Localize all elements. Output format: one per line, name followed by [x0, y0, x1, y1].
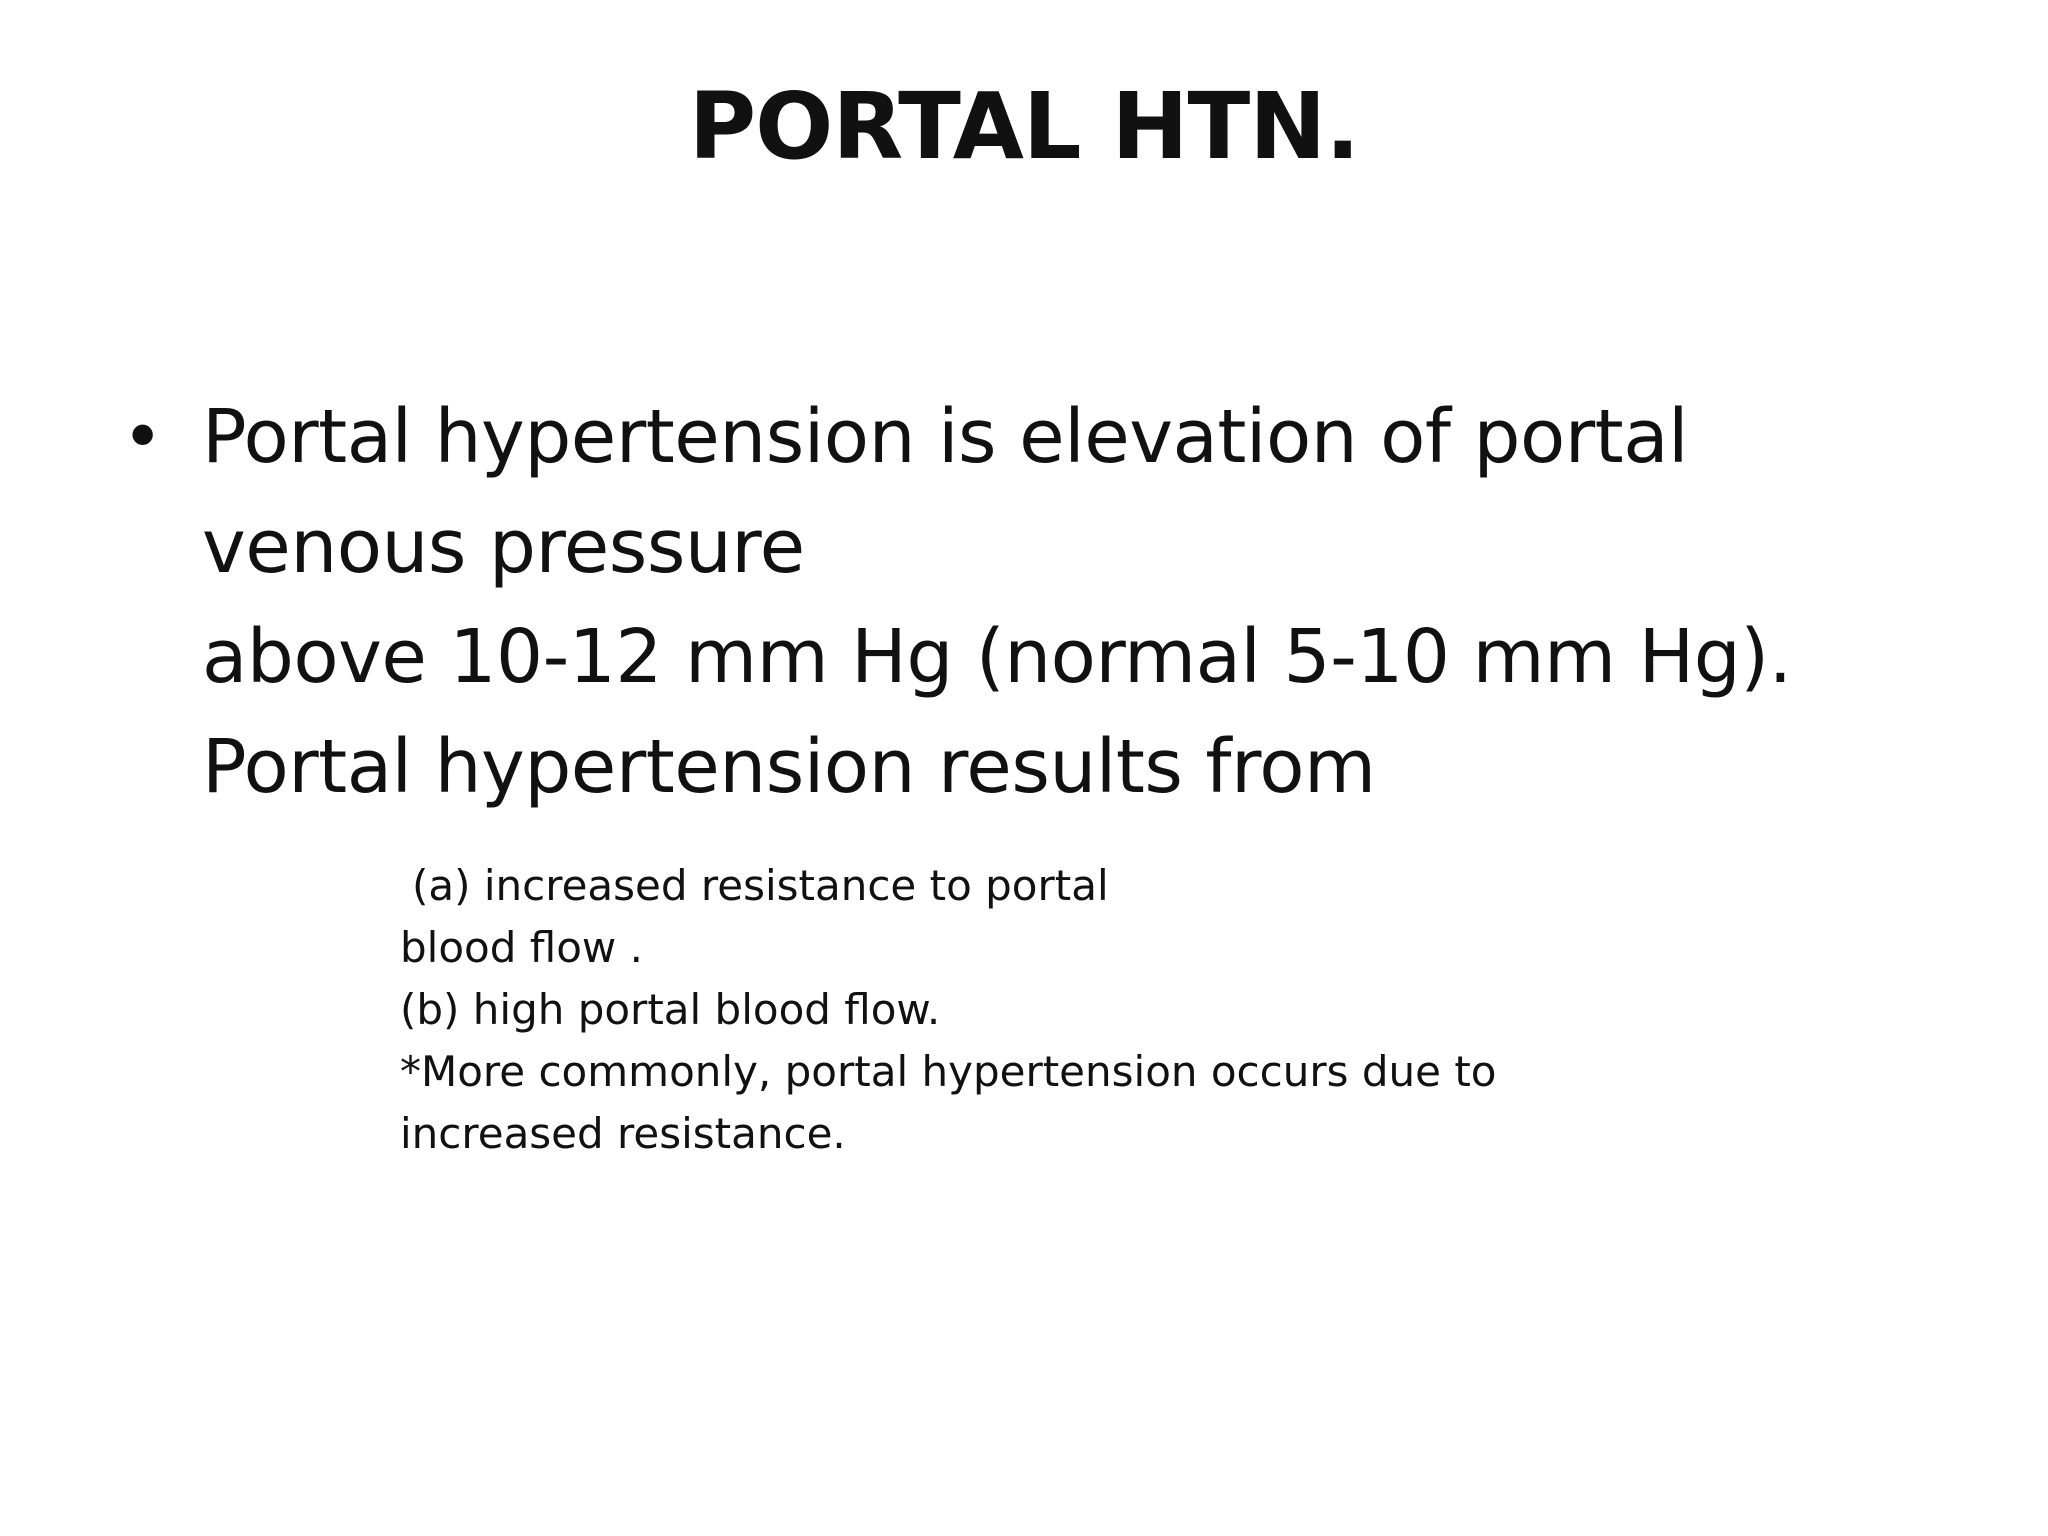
bullet-dot-icon: •	[122, 396, 164, 478]
sub-point-line: (a) increased resistance to portal	[412, 861, 1109, 910]
bullet-line: Portal hypertension results from	[202, 724, 1376, 810]
slide-title: PORTAL HTN.	[688, 73, 1360, 180]
sub-point-line: *More commonly, portal hypertension occurs due to	[400, 1047, 1497, 1096]
sub-point-line: blood flow .	[400, 923, 643, 972]
sub-point-line: (b) high portal blood flow.	[400, 985, 941, 1034]
bullet-line: Portal hypertension is elevation of portal	[202, 394, 1689, 480]
bullet-text	[202, 382, 1962, 822]
sub-points	[400, 855, 1700, 1165]
bullet-line: above 10-12 mm Hg (normal 5-10 mm Hg).	[202, 614, 1792, 700]
sub-point-line: increased resistance.	[400, 1109, 846, 1158]
bullet-line: venous pressure	[202, 504, 805, 590]
